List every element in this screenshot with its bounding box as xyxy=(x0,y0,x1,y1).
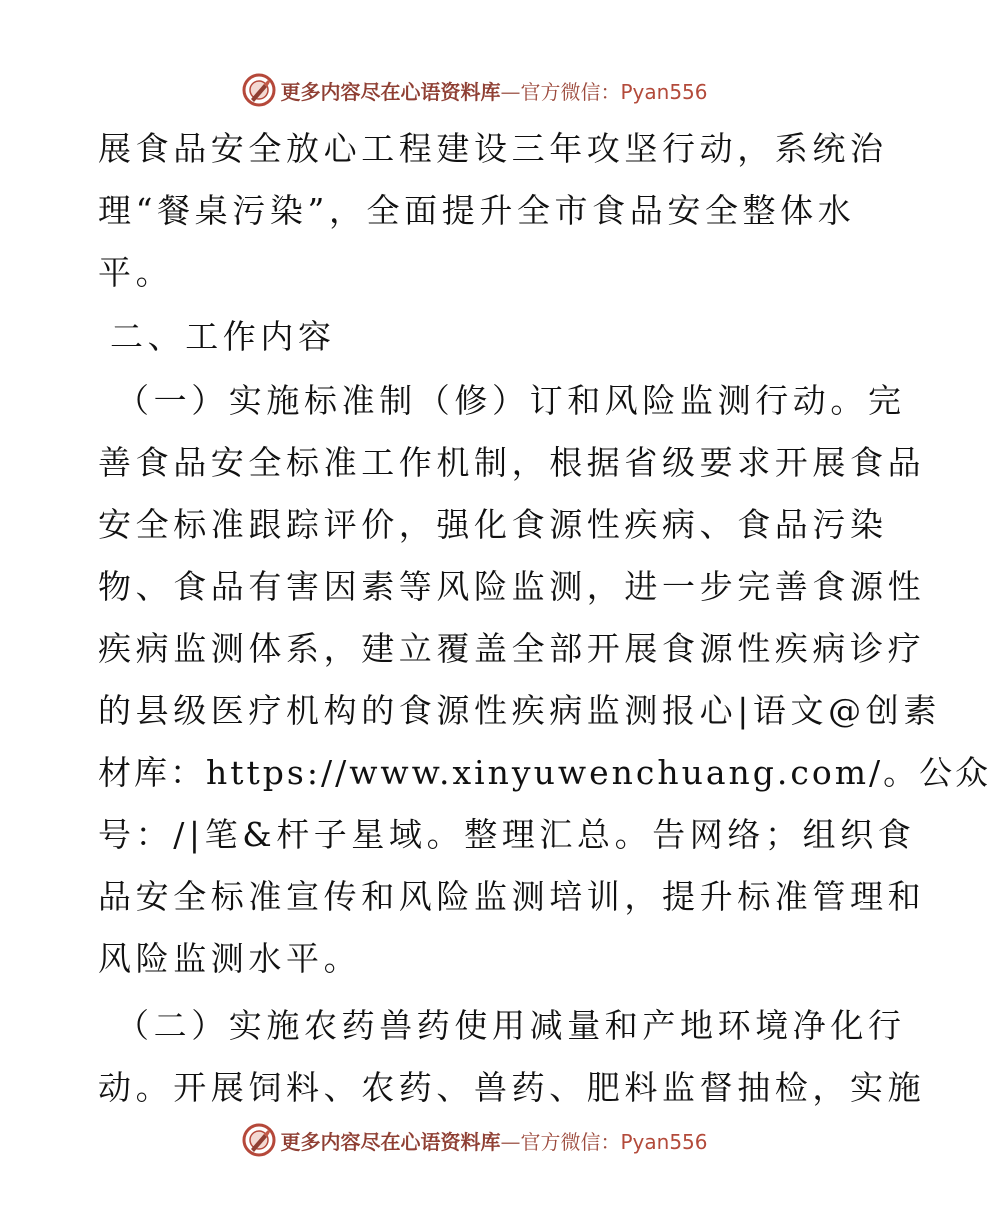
text-line: 展食品安全放心工程建设三年攻坚行动，系统治 xyxy=(98,129,888,168)
text-line: 的县级医疗机构的食源性疾病监测报心|语文@创素 xyxy=(98,691,941,730)
section-heading: 二、工作内容 xyxy=(110,317,336,356)
watermark-separator: — xyxy=(500,1129,521,1154)
watermark-brand: 更多内容尽在心语资料库 xyxy=(280,79,501,104)
watermark-text xyxy=(280,1126,707,1155)
watermark-label: 官方微信： xyxy=(520,1129,621,1154)
text-line: 材库：https://www.xinyuwenchuang.com/。公众 xyxy=(98,753,991,792)
watermark-separator: — xyxy=(500,79,521,104)
text-line: 善食品安全标准工作机制，根据省级要求开展食品 xyxy=(98,443,926,482)
pen-logo-icon xyxy=(242,1123,276,1157)
paragraph-pesticides xyxy=(98,995,926,1119)
document-body xyxy=(98,118,991,1119)
watermark-label: 官方微信： xyxy=(520,79,621,104)
paragraph-intro xyxy=(98,118,888,304)
text-line: 理“餐桌污染”，全面提升全市食品安全整体水 xyxy=(98,191,856,230)
watermark-wechat-id: Pyan556 xyxy=(620,1129,708,1154)
pen-logo-icon xyxy=(242,73,276,107)
text-line: （二）实施农药兽药使用减量和产地环境净化行 xyxy=(116,1006,906,1045)
watermark-text xyxy=(280,76,707,105)
text-line: 物、食品有害因素等风险监测，进一步完善食源性 xyxy=(98,567,926,606)
text-line: 安全标准跟踪评价，强化食源性疾病、食品污染 xyxy=(98,505,888,544)
watermark-header xyxy=(0,70,950,110)
text-line: 疾病监测体系，建立覆盖全部开展食源性疾病诊疗 xyxy=(98,629,926,668)
text-line: 动。开展饲料、农药、兽药、肥料监督抽检，实施 xyxy=(98,1068,926,1107)
text-line: （一）实施标准制（修）订和风险监测行动。完 xyxy=(116,381,906,420)
text-line: 风险监测水平。 xyxy=(98,939,362,978)
watermark-wechat-id: Pyan556 xyxy=(620,79,708,104)
text-line: 平。 xyxy=(98,253,174,292)
watermark-brand: 更多内容尽在心语资料库 xyxy=(280,1129,501,1154)
text-line: 号：/|笔&杆子星域。整理汇总。告网络；组织食 xyxy=(98,815,916,854)
text-line: 品安全标准宣传和风险监测培训，提升标准管理和 xyxy=(98,877,926,916)
watermark-footer xyxy=(0,1120,950,1160)
paragraph-standards xyxy=(98,370,991,990)
